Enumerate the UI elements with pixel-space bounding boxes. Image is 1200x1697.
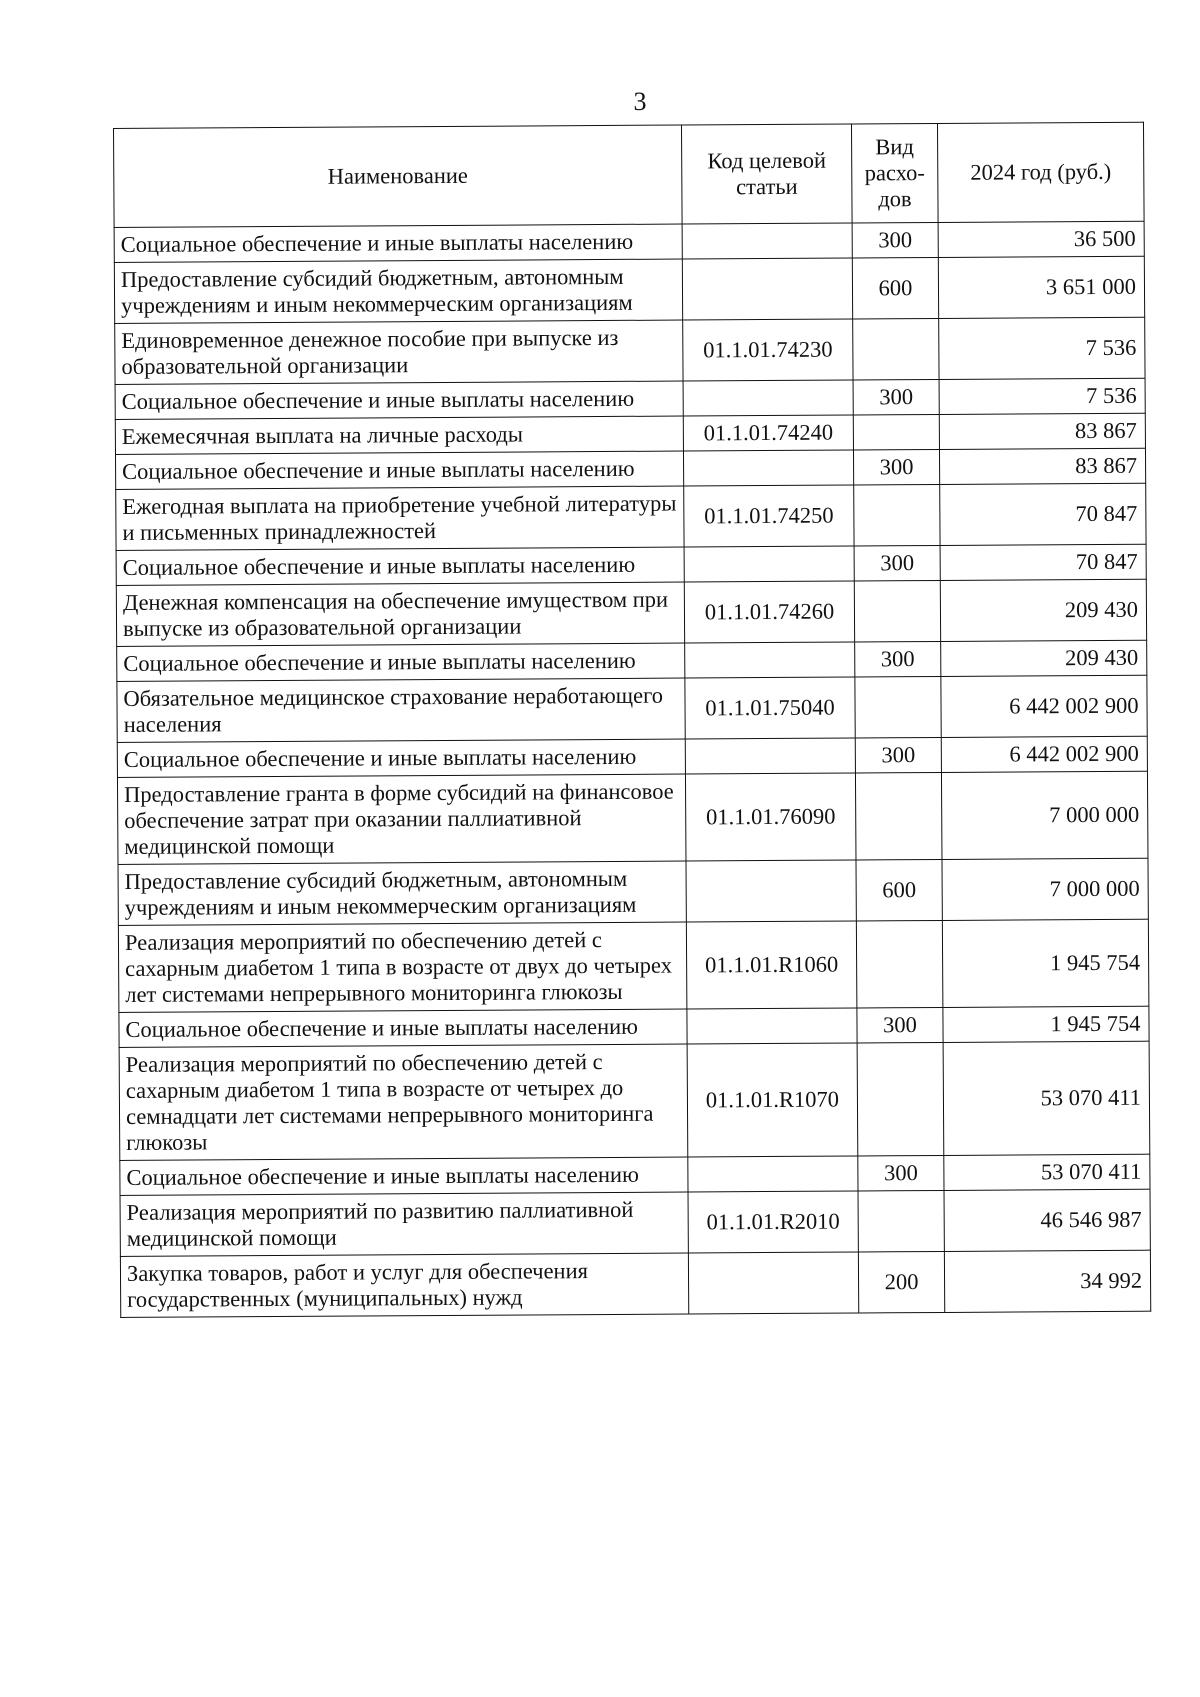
cell-amount: 7 000 000 bbox=[941, 771, 1148, 859]
cell-type bbox=[855, 772, 942, 860]
cell-name: Реализация мероприятий по обеспечению детей с сахарным диабетом 1 типа в возрасте от четырех до семнадцати лет системами непрерывного мониторинга глюкозы bbox=[119, 1044, 688, 1160]
table-row bbox=[114, 256, 1144, 323]
cell-type: 600 bbox=[856, 859, 942, 921]
cell-code bbox=[684, 546, 854, 582]
cell-name: Социальное обеспечение и иные выплаты населению bbox=[117, 643, 685, 681]
cell-code bbox=[685, 642, 855, 678]
table-row bbox=[116, 483, 1146, 550]
header-amount: 2024 год (руб.) bbox=[937, 122, 1144, 222]
table-row bbox=[119, 1041, 1150, 1160]
cell-code: 01.1.01.74240 bbox=[683, 415, 853, 451]
table-row bbox=[118, 858, 1148, 925]
table-body bbox=[114, 221, 1151, 1317]
cell-code: 01.1.01.74250 bbox=[684, 485, 854, 547]
table-row bbox=[120, 1189, 1150, 1256]
cell-type bbox=[855, 676, 941, 738]
cell-name: Ежегодная выплата на приобретение учебной литературы и письменных принадлежностей bbox=[116, 486, 684, 550]
cell-amount: 1 945 754 bbox=[943, 1006, 1149, 1042]
cell-code bbox=[687, 1008, 857, 1044]
cell-amount: 209 430 bbox=[941, 640, 1147, 676]
header-code: Код целевой статьи bbox=[681, 124, 852, 224]
header-type: Вид расхо-дов bbox=[851, 123, 938, 223]
cell-type: 300 bbox=[857, 1007, 943, 1043]
cell-type bbox=[857, 1042, 944, 1156]
cell-code bbox=[688, 1156, 858, 1192]
cell-type bbox=[856, 920, 943, 1008]
cell-amount: 70 847 bbox=[940, 483, 1146, 545]
cell-amount: 53 070 411 bbox=[944, 1154, 1150, 1190]
cell-name: Предоставление гранта в форме субсидий на финансовое обеспечение затрат при оказании паллиативной медицинской помощи bbox=[117, 774, 686, 864]
cell-name: Предоставление субсидий бюджетным, автономным учреждениям и иным некоммерческим организациям bbox=[114, 259, 682, 323]
cell-name: Денежная компенсация на обеспечение имуществом при выпуске из образовательной организации bbox=[116, 582, 684, 646]
cell-type: 300 bbox=[854, 545, 940, 581]
cell-code bbox=[683, 380, 853, 416]
cell-code: 01.1.01.76090 bbox=[685, 773, 856, 861]
cell-name: Единовременное денежное пособие при выпуске из образовательной организации bbox=[115, 320, 683, 384]
table-row bbox=[120, 1250, 1150, 1317]
cell-code bbox=[683, 450, 853, 486]
cell-code bbox=[688, 1252, 858, 1314]
cell-name: Обязательное медицинское страхование неработающего населения bbox=[117, 678, 685, 742]
cell-code: 01.1.01.R1060 bbox=[686, 921, 857, 1009]
cell-name: Реализация мероприятий по обеспечению детей с сахарным диабетом 1 типа в возрасте от двух до четырех лет системами непрерывного мониторинга глюкозы bbox=[118, 922, 687, 1012]
cell-amount: 6 442 002 900 bbox=[941, 736, 1147, 772]
table-row bbox=[118, 919, 1149, 1012]
table-row bbox=[116, 579, 1146, 646]
cell-name: Закупка товаров, работ и услуг для обеспечения государственных (муниципальных) нужд bbox=[120, 1253, 688, 1317]
cell-type bbox=[854, 484, 940, 546]
cell-name: Социальное обеспечение и иные выплаты населению bbox=[115, 381, 683, 419]
cell-code: 01.1.01.74230 bbox=[683, 319, 853, 381]
cell-amount: 6 442 002 900 bbox=[941, 675, 1147, 737]
cell-amount: 1 945 754 bbox=[942, 919, 1149, 1007]
cell-name: Социальное обеспечение и иные выплаты населению bbox=[114, 224, 682, 262]
cell-type: 600 bbox=[852, 257, 938, 319]
cell-amount: 83 867 bbox=[939, 413, 1145, 449]
cell-amount: 36 500 bbox=[938, 221, 1144, 257]
cell-amount: 46 546 987 bbox=[944, 1189, 1150, 1251]
cell-name: Социальное обеспечение и иные выплаты населению bbox=[116, 547, 684, 585]
cell-amount: 70 847 bbox=[940, 544, 1146, 580]
cell-amount: 3 651 000 bbox=[938, 256, 1144, 318]
cell-type: 300 bbox=[858, 1155, 944, 1191]
cell-name: Социальное обеспечение и иные выплаты населению bbox=[119, 1009, 687, 1047]
cell-type bbox=[853, 414, 939, 450]
cell-type: 300 bbox=[853, 449, 939, 485]
cell-code: 01.1.01.75040 bbox=[685, 677, 855, 739]
cell-code: 01.1.01.74260 bbox=[684, 581, 854, 643]
header-name: Наименование bbox=[114, 125, 683, 227]
cell-code: 01.1.01.R2010 bbox=[688, 1191, 858, 1253]
cell-amount: 53 070 411 bbox=[943, 1041, 1150, 1155]
cell-type: 300 bbox=[852, 222, 938, 258]
cell-amount: 209 430 bbox=[940, 579, 1146, 641]
cell-amount: 34 992 bbox=[944, 1250, 1150, 1312]
cell-code: 01.1.01.R1070 bbox=[687, 1043, 858, 1157]
table-row bbox=[115, 317, 1145, 384]
cell-amount: 7 000 000 bbox=[942, 858, 1148, 920]
cell-code bbox=[686, 860, 856, 922]
cell-type bbox=[858, 1190, 944, 1252]
table-header bbox=[114, 122, 1145, 227]
cell-type: 300 bbox=[853, 379, 939, 415]
cell-code bbox=[682, 223, 852, 259]
cell-name: Ежемесячная выплата на личные расходы bbox=[115, 416, 683, 454]
cell-type: 200 bbox=[858, 1251, 944, 1313]
cell-name: Социальное обеспечение и иные выплаты населению bbox=[117, 739, 685, 777]
cell-name: Предоставление субсидий бюджетным, автономным учреждениям и иным некоммерческим организациям bbox=[118, 861, 686, 925]
cell-name: Социальное обеспечение и иные выплаты населению bbox=[120, 1157, 688, 1195]
cell-name: Реализация мероприятий по развитию паллиативной медицинской помощи bbox=[120, 1192, 688, 1256]
cell-amount: 83 867 bbox=[939, 448, 1145, 484]
header-row bbox=[114, 122, 1145, 227]
cell-name: Социальное обеспечение и иные выплаты населению bbox=[115, 451, 683, 489]
cell-amount: 7 536 bbox=[939, 317, 1145, 379]
cell-type: 300 bbox=[855, 641, 941, 677]
cell-code bbox=[682, 258, 852, 320]
table-row bbox=[117, 675, 1147, 742]
cell-type bbox=[853, 318, 939, 380]
cell-type: 300 bbox=[855, 737, 941, 773]
cell-code bbox=[685, 738, 855, 774]
budget-table bbox=[113, 122, 1151, 1318]
cell-amount: 7 536 bbox=[939, 378, 1145, 414]
page-number: 3 bbox=[633, 87, 647, 116]
table-row bbox=[117, 771, 1148, 864]
cell-type bbox=[854, 580, 940, 642]
